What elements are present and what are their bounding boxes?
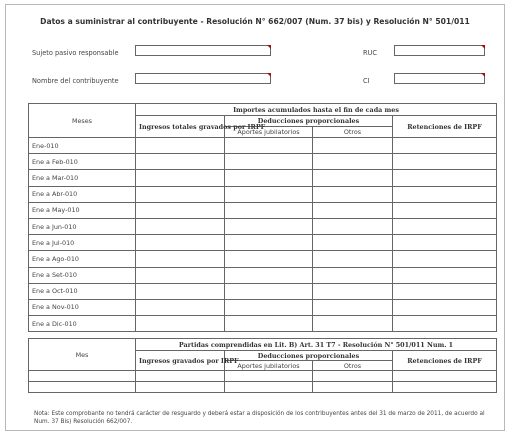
month-label: Ene a Nov-010 <box>29 299 136 315</box>
sujeto-input[interactable] <box>135 45 271 56</box>
aportes-cell[interactable] <box>225 251 313 267</box>
ingresos-cell[interactable] <box>136 283 225 299</box>
deducciones-header: Deducciones proporcionales <box>225 116 393 127</box>
retenciones-cell[interactable] <box>393 138 497 154</box>
month-label: Ene a Mar-010 <box>29 170 136 186</box>
retenciones-cell[interactable] <box>393 299 497 315</box>
retenciones-cell[interactable] <box>393 316 497 332</box>
month-label: Ene a Dic-010 <box>29 316 136 332</box>
table-row <box>29 382 497 393</box>
otros-cell[interactable] <box>313 251 393 267</box>
monthly-table <box>28 103 497 332</box>
otros-cell[interactable] <box>313 267 393 283</box>
ingresos-cell[interactable] <box>136 251 225 267</box>
month-label: Ene a Feb-010 <box>29 154 136 170</box>
importes-header: Importes acumulados hasta el fin de cada mes <box>136 104 497 116</box>
aportes-cell[interactable] <box>225 382 313 393</box>
ci-label: CI <box>363 77 370 85</box>
table-row <box>29 251 497 267</box>
retenciones-cell[interactable] <box>393 371 497 382</box>
ingresos-cell[interactable] <box>136 299 225 315</box>
table-row <box>29 138 497 154</box>
retenciones-cell[interactable] <box>393 267 497 283</box>
aportes-cell[interactable] <box>225 154 313 170</box>
month-label: Ene a Set-010 <box>29 267 136 283</box>
retenciones-cell[interactable] <box>393 170 497 186</box>
table-row <box>29 202 497 218</box>
table-row <box>29 218 497 234</box>
ruc-input[interactable] <box>394 45 485 56</box>
otros-header: Otros <box>313 127 393 138</box>
aportes-cell[interactable] <box>225 218 313 234</box>
form-sheet <box>5 4 505 431</box>
ingresos-gravados-header: Ingresos gravados por IRPF <box>136 351 225 371</box>
ingresos-header: Ingresos totales gravados por IRPF <box>136 116 225 138</box>
aportes-header-2: Aportes jubilatorios <box>225 361 313 371</box>
month-label: Ene-010 <box>29 138 136 154</box>
month-label: Ene a Ago-010 <box>29 251 136 267</box>
aportes-cell[interactable] <box>225 138 313 154</box>
mes-header: Mes <box>29 339 136 371</box>
otros-cell[interactable] <box>313 138 393 154</box>
retenciones-cell[interactable] <box>393 154 497 170</box>
ingresos-cell[interactable] <box>136 382 225 393</box>
retenciones-header-2: Retenciones de IRPF <box>393 351 497 371</box>
otros-cell[interactable] <box>313 154 393 170</box>
ingresos-cell[interactable] <box>136 154 225 170</box>
mes-cell[interactable] <box>29 371 136 382</box>
otros-cell[interactable] <box>313 218 393 234</box>
aportes-cell[interactable] <box>225 316 313 332</box>
ingresos-cell[interactable] <box>136 371 225 382</box>
otros-cell[interactable] <box>313 316 393 332</box>
retenciones-cell[interactable] <box>393 218 497 234</box>
month-label: Ene a Oct-010 <box>29 283 136 299</box>
aportes-cell[interactable] <box>225 267 313 283</box>
footer-note: Nota: Este comprobante no tendrá carácter de resguardo y deberá estar a disposición de los contribuyentes antes del 31 de marzo de 2011, de acuerdo al Num. 37 Bis) Resolución 662/007. <box>34 411 485 425</box>
table-row <box>29 283 497 299</box>
retenciones-cell[interactable] <box>393 202 497 218</box>
aportes-cell[interactable] <box>225 371 313 382</box>
table-row <box>29 170 497 186</box>
table-row <box>29 316 497 332</box>
month-label: Ene a Abr-010 <box>29 186 136 202</box>
table-row <box>29 235 497 251</box>
retenciones-cell[interactable] <box>393 251 497 267</box>
otros-cell[interactable] <box>313 170 393 186</box>
aportes-cell[interactable] <box>225 283 313 299</box>
table-row <box>29 371 497 382</box>
otros-cell[interactable] <box>313 202 393 218</box>
aportes-cell[interactable] <box>225 186 313 202</box>
otros-cell[interactable] <box>313 382 393 393</box>
retenciones-header: Retenciones de IRPF <box>393 116 497 138</box>
ingresos-cell[interactable] <box>136 186 225 202</box>
table-row <box>29 186 497 202</box>
nombre-input[interactable] <box>135 73 271 84</box>
retenciones-cell[interactable] <box>393 283 497 299</box>
month-label: Ene a May-010 <box>29 202 136 218</box>
aportes-cell[interactable] <box>225 235 313 251</box>
aportes-cell[interactable] <box>225 299 313 315</box>
otros-cell[interactable] <box>313 235 393 251</box>
aportes-cell[interactable] <box>225 202 313 218</box>
ingresos-cell[interactable] <box>136 170 225 186</box>
ingresos-cell[interactable] <box>136 316 225 332</box>
mes-cell[interactable] <box>29 382 136 393</box>
ingresos-cell[interactable] <box>136 218 225 234</box>
otros-header-2: Otros <box>313 361 393 371</box>
otros-cell[interactable] <box>313 299 393 315</box>
ingresos-cell[interactable] <box>136 138 225 154</box>
table-row <box>29 154 497 170</box>
month-label: Ene a Jul-010 <box>29 235 136 251</box>
ingresos-cell[interactable] <box>136 235 225 251</box>
form-title: Datos a suministrar al contribuyente - Resolución N° 662/007 (Num. 37 bis) y Resolución N° 501/011 <box>40 17 470 26</box>
partidas-header: Partidas comprendidas en Lit. B) Art. 31 T7 - Resolución N° 501/011 Num. 1 <box>136 339 497 351</box>
partidas-table <box>28 338 497 393</box>
deducciones-header-2: Deducciones proporcionales <box>225 351 393 361</box>
retenciones-cell[interactable] <box>393 235 497 251</box>
ruc-label: RUC <box>363 49 378 57</box>
otros-cell[interactable] <box>313 283 393 299</box>
otros-cell[interactable] <box>313 371 393 382</box>
ingresos-cell[interactable] <box>136 267 225 283</box>
table-row <box>29 299 497 315</box>
aportes-cell[interactable] <box>225 170 313 186</box>
retenciones-cell[interactable] <box>393 186 497 202</box>
meses-header: Meses <box>29 104 136 138</box>
ingresos-cell[interactable] <box>136 202 225 218</box>
aportes-header: Aportes jubilatorios <box>225 127 313 138</box>
ci-input[interactable] <box>394 73 485 84</box>
otros-cell[interactable] <box>313 186 393 202</box>
sujeto-label: Sujeto pasivo responsable <box>32 49 119 57</box>
month-label: Ene a Jun-010 <box>29 218 136 234</box>
table-row <box>29 267 497 283</box>
nombre-label: Nombre del contribuyente <box>32 77 119 85</box>
retenciones-cell[interactable] <box>393 382 497 393</box>
